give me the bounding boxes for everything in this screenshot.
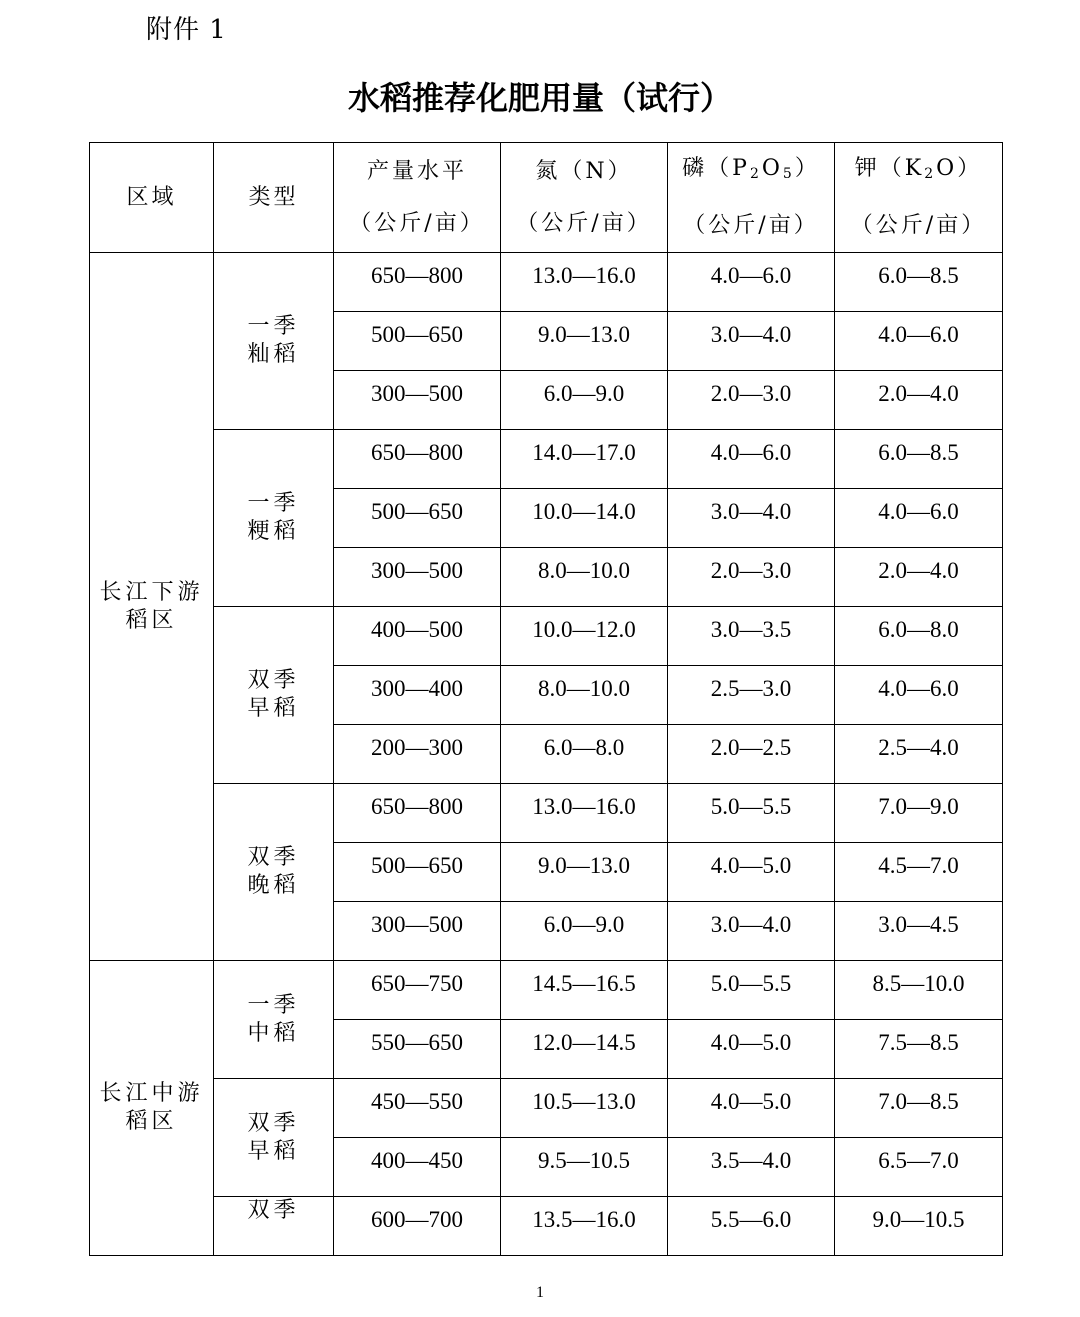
phosphorus-cell: 5.0—5.5 xyxy=(668,961,835,1020)
rice-type-line: 双季 xyxy=(247,1198,300,1223)
nitrogen-cell: 13.5—16.0 xyxy=(501,1197,668,1256)
rice-type-line: 籼稻 xyxy=(247,342,300,367)
rice-type-line: 一季 xyxy=(247,491,300,516)
region-name-line: 稻区 xyxy=(125,1109,178,1134)
header-yield-unit: （公斤/亩） xyxy=(349,210,485,236)
yield-cell: 400—450 xyxy=(334,1138,501,1197)
page-title: 水稻推荐化肥用量（试行） xyxy=(347,79,732,117)
header-yield-label: 产量水平 xyxy=(366,158,467,184)
potassium-cell: 7.0—8.5 xyxy=(835,1079,1003,1138)
phosphorus-cell: 3.0—4.0 xyxy=(668,489,835,548)
rice-type-line: 双季 xyxy=(247,1110,300,1136)
phosphorus-cell: 4.0—6.0 xyxy=(668,253,835,312)
phosphorus-cell: 4.0—5.0 xyxy=(668,843,835,902)
nitrogen-cell: 8.0—10.0 xyxy=(501,548,668,607)
nitrogen-cell: 6.0—8.0 xyxy=(501,725,668,784)
potassium-cell: 2.0—4.0 xyxy=(835,548,1003,607)
rice-type-cell xyxy=(214,961,334,1079)
phosphorus-cell: 2.5—3.0 xyxy=(668,666,835,725)
header-phosphorus xyxy=(668,143,835,253)
nitrogen-cell: 8.0—10.0 xyxy=(501,666,668,725)
yield-cell: 200—300 xyxy=(334,725,501,784)
yield-cell: 650—750 xyxy=(334,961,501,1020)
nitrogen-cell: 12.0—14.5 xyxy=(501,1020,668,1079)
nitrogen-cell: 13.0—16.0 xyxy=(501,253,668,312)
yield-cell: 400—500 xyxy=(334,607,501,666)
rice-type-line: 中稻 xyxy=(247,1020,300,1046)
potassium-cell: 4.5—7.0 xyxy=(835,843,1003,902)
nitrogen-cell: 9.5—10.5 xyxy=(501,1138,668,1197)
phosphorus-cell: 5.5—6.0 xyxy=(668,1197,835,1256)
phosphorus-cell: 4.0—5.0 xyxy=(668,1079,835,1138)
header-yield xyxy=(334,143,501,253)
header-potassium-label: 钾$(K_2O)$ xyxy=(854,156,983,182)
potassium-cell: 6.0—8.5 xyxy=(835,430,1003,489)
potassium-cell: 9.0—10.5 xyxy=(835,1197,1003,1256)
nitrogen-cell: 6.0—9.0 xyxy=(501,902,668,961)
potassium-cell: 6.0—8.5 xyxy=(835,253,1003,312)
rice-type-line: 一季 xyxy=(247,314,300,339)
nitrogen-cell: 10.5—13.0 xyxy=(501,1079,668,1138)
potassium-cell: 2.5—4.0 xyxy=(835,725,1003,784)
header-nitrogen-unit: （公斤/亩） xyxy=(516,210,652,236)
rice-type-cell xyxy=(214,1079,334,1197)
phosphorus-cell: 3.0—4.0 xyxy=(668,902,835,961)
yield-cell: 650—800 xyxy=(334,430,501,489)
header-type: 类型 xyxy=(214,143,334,253)
table-row xyxy=(90,253,1003,312)
yield-cell: 600—700 xyxy=(334,1197,501,1256)
header-phosphorus-label: 磷$(P_2O_5)$ xyxy=(682,156,820,182)
yield-cell: 500—650 xyxy=(334,843,501,902)
rice-type-line: 晚稻 xyxy=(247,873,300,898)
rice-type-line: 双季 xyxy=(247,845,300,870)
phosphorus-cell: 4.0—6.0 xyxy=(668,430,835,489)
region-name-line: 长江中游 xyxy=(99,1081,204,1106)
table-row xyxy=(90,961,1003,1020)
potassium-cell: 6.5—7.0 xyxy=(835,1138,1003,1197)
nitrogen-cell: 10.0—12.0 xyxy=(501,607,668,666)
potassium-cell: 7.0—9.0 xyxy=(835,784,1003,843)
nitrogen-cell: 14.0—17.0 xyxy=(501,430,668,489)
potassium-cell: 8.5—10.0 xyxy=(835,961,1003,1020)
yield-cell: 550—650 xyxy=(334,1020,501,1079)
rice-type-line: 早稻 xyxy=(247,1138,300,1164)
rice-type-line: 一季 xyxy=(247,992,300,1018)
phosphorus-cell: 4.0—5.0 xyxy=(668,1020,835,1079)
phosphorus-cell: 3.0—3.5 xyxy=(668,607,835,666)
header-row xyxy=(90,143,1003,253)
region-name-line: 长江下游 xyxy=(99,579,204,605)
nitrogen-cell: 9.0—13.0 xyxy=(501,312,668,371)
rice-type-cell xyxy=(214,784,334,961)
header-potassium xyxy=(835,143,1003,253)
yield-cell: 300—500 xyxy=(334,902,501,961)
region-name-line: 稻区 xyxy=(125,607,178,633)
yield-cell: 500—650 xyxy=(334,489,501,548)
potassium-cell: 3.0—4.5 xyxy=(835,902,1003,961)
header-phosphorus-unit: （公斤/亩） xyxy=(683,213,819,238)
yield-cell: 300—500 xyxy=(334,548,501,607)
potassium-cell: 2.0—4.0 xyxy=(835,371,1003,430)
potassium-cell: 4.0—6.0 xyxy=(835,312,1003,371)
yield-cell: 650—800 xyxy=(334,253,501,312)
yield-cell: 300—500 xyxy=(334,371,501,430)
phosphorus-cell: 3.0—4.0 xyxy=(668,312,835,371)
yield-cell: 300—400 xyxy=(334,666,501,725)
rice-type-line: 粳稻 xyxy=(247,519,300,544)
table-row xyxy=(90,607,1003,666)
yield-cell: 650—800 xyxy=(334,784,501,843)
phosphorus-cell: 2.0—3.0 xyxy=(668,371,835,430)
rice-type-cell xyxy=(214,430,334,607)
phosphorus-cell: 2.0—2.5 xyxy=(668,725,835,784)
phosphorus-cell: 5.0—5.5 xyxy=(668,784,835,843)
header-region: 区域 xyxy=(90,143,214,253)
rice-type-cell xyxy=(214,607,334,784)
fertilizer-table xyxy=(89,142,1003,1256)
region-cell xyxy=(90,961,214,1256)
rice-type-line: 双季 xyxy=(247,668,300,693)
table-row xyxy=(90,1197,1003,1256)
header-nitrogen-label: 氮（N） xyxy=(535,158,633,184)
nitrogen-cell: 6.0—9.0 xyxy=(501,371,668,430)
rice-type-cell xyxy=(214,253,334,430)
yield-cell: 500—650 xyxy=(334,312,501,371)
attachment-label: 附件 1 xyxy=(146,15,227,45)
rice-type-line: 早稻 xyxy=(247,696,300,721)
nitrogen-cell: 14.5—16.5 xyxy=(501,961,668,1020)
region-cell xyxy=(90,253,214,961)
potassium-cell: 6.0—8.0 xyxy=(835,607,1003,666)
page-number: 1 xyxy=(536,1284,544,1301)
rice-type-cell xyxy=(214,1197,334,1256)
header-nitrogen xyxy=(501,143,668,253)
potassium-cell: 7.5—8.5 xyxy=(835,1020,1003,1079)
nitrogen-cell: 10.0—14.0 xyxy=(501,489,668,548)
yield-cell: 450—550 xyxy=(334,1079,501,1138)
phosphorus-cell: 2.0—3.0 xyxy=(668,548,835,607)
phosphorus-cell: 3.5—4.0 xyxy=(668,1138,835,1197)
nitrogen-cell: 9.0—13.0 xyxy=(501,843,668,902)
table-row xyxy=(90,1079,1003,1138)
potassium-cell: 4.0—6.0 xyxy=(835,489,1003,548)
table-row xyxy=(90,784,1003,843)
table-row xyxy=(90,430,1003,489)
header-potassium-unit: （公斤/亩） xyxy=(850,213,987,238)
nitrogen-cell: 13.0—16.0 xyxy=(501,784,668,843)
potassium-cell: 4.0—6.0 xyxy=(835,666,1003,725)
